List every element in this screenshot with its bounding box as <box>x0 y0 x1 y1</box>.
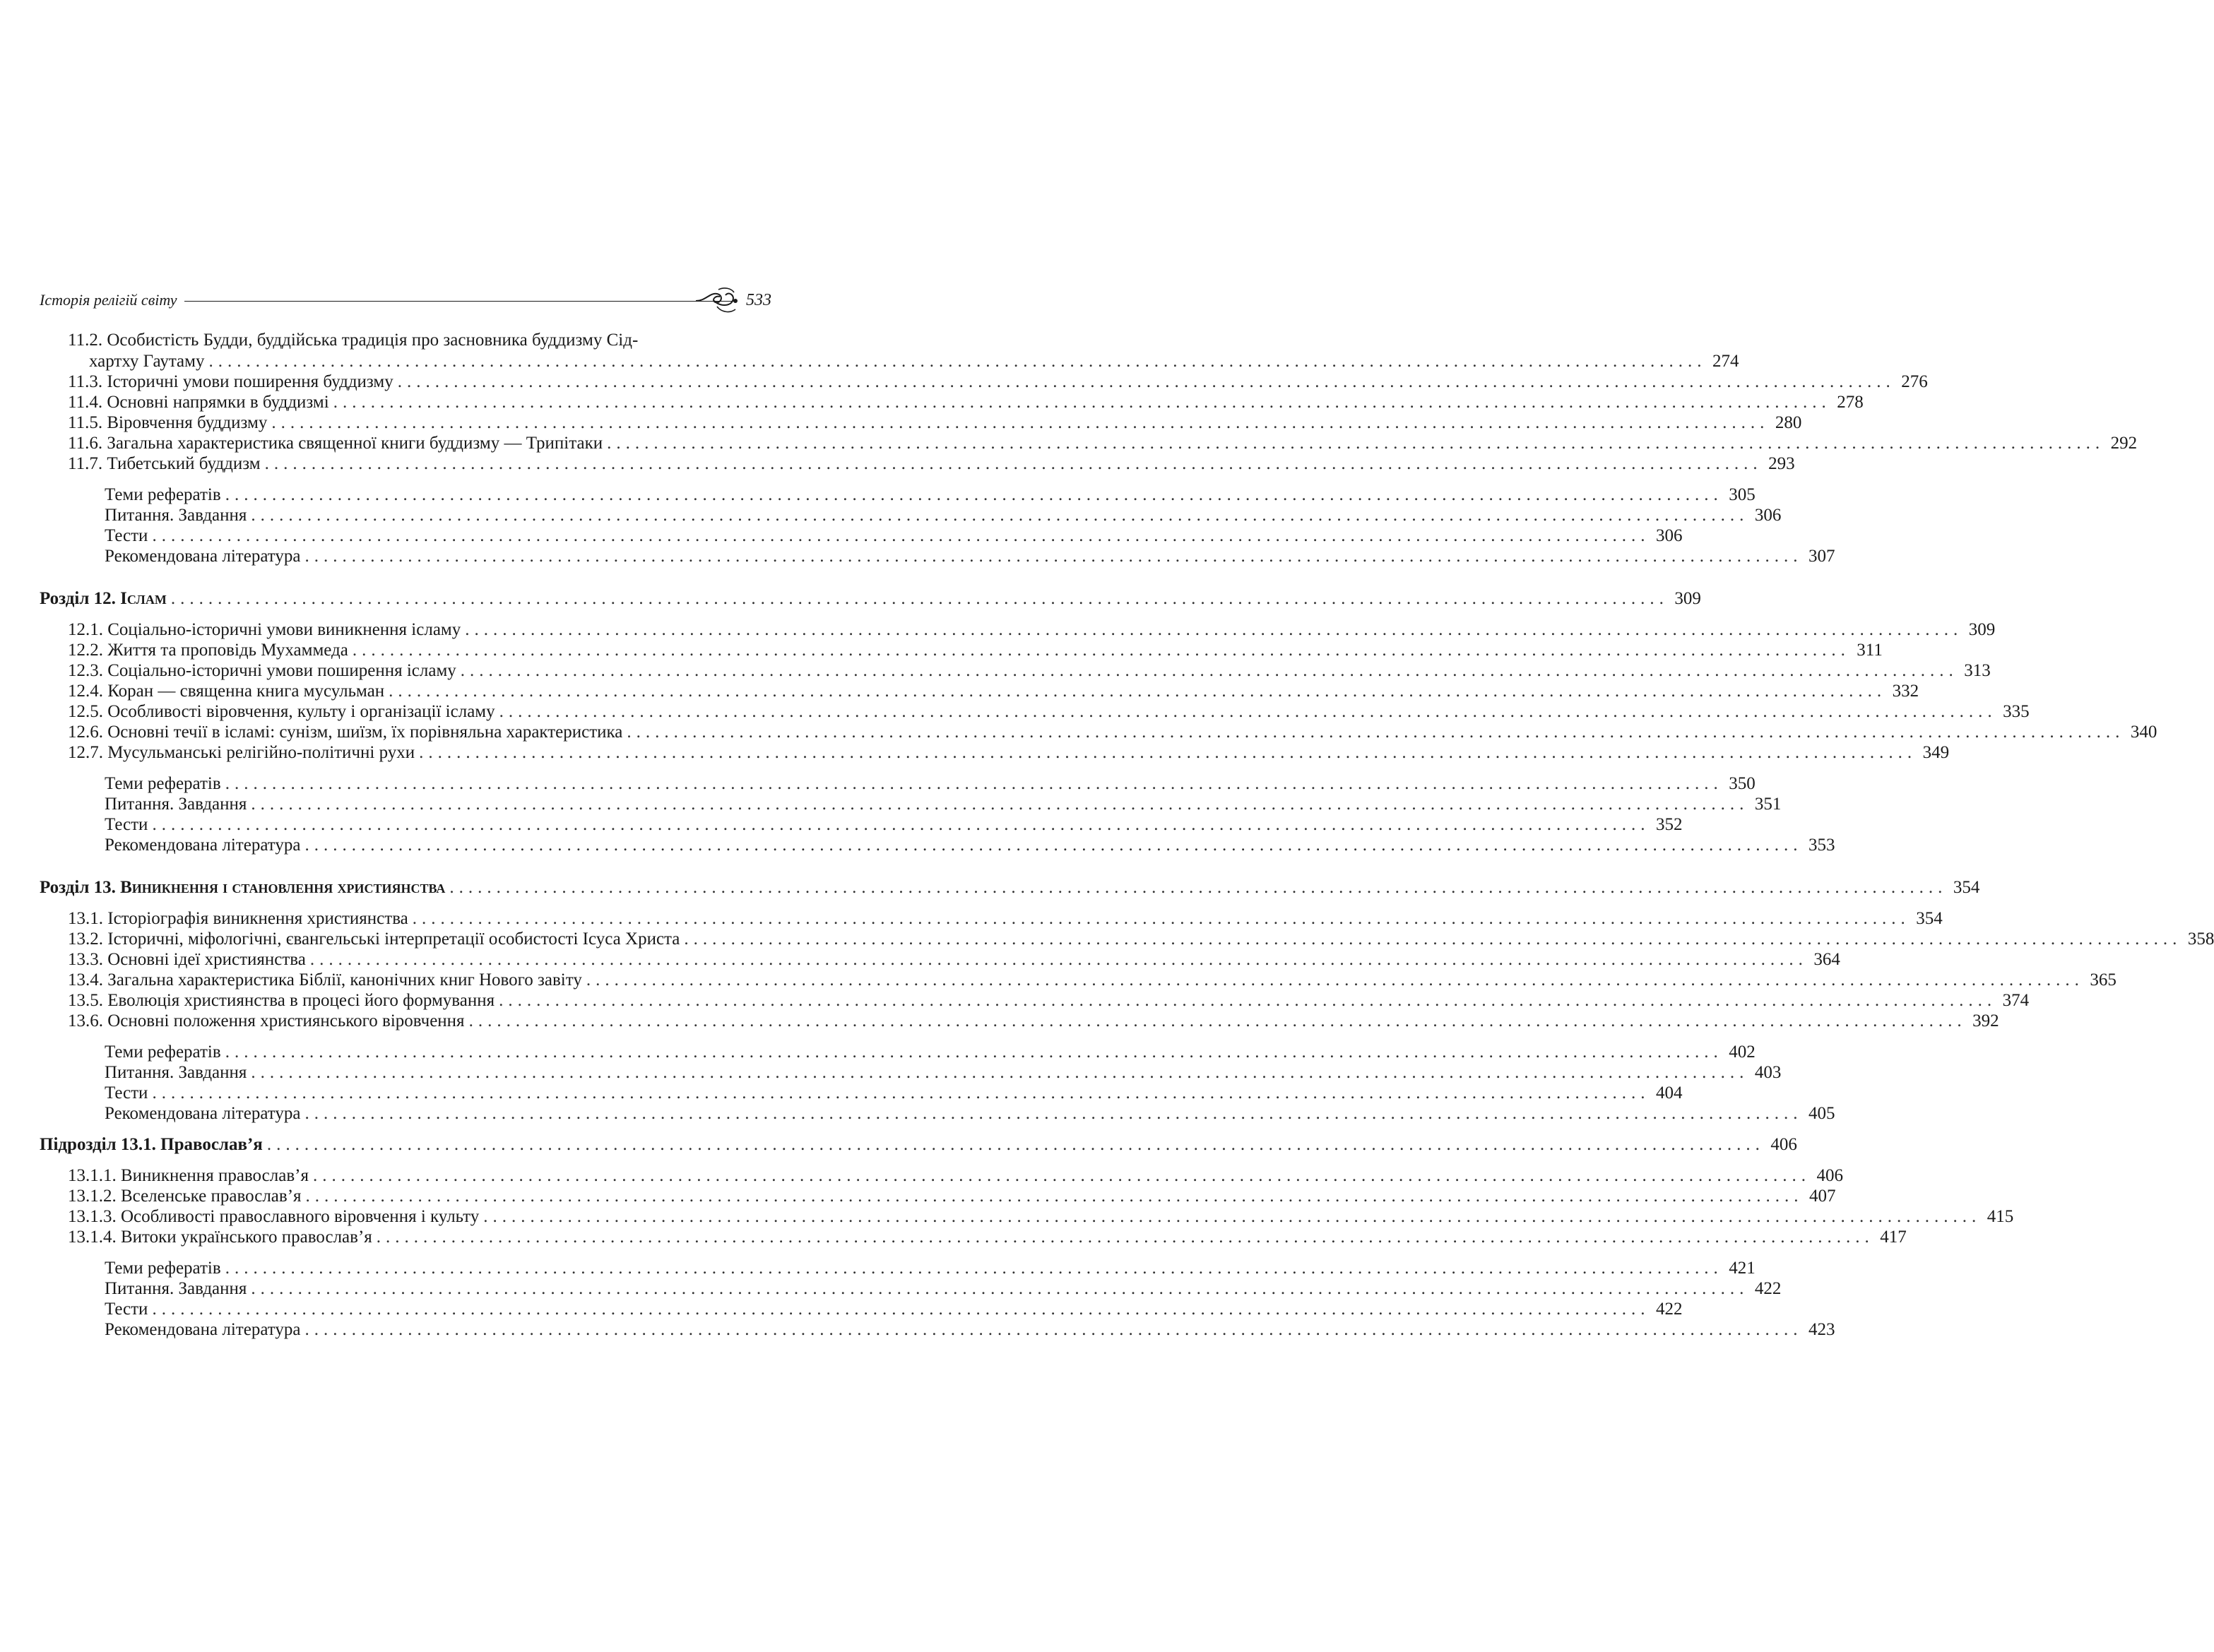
toc-entry-title: Теми рефератів <box>105 485 221 504</box>
dot-leader: ................................................................................................................................................................ <box>152 1083 1650 1103</box>
toc-entry-title: 12.7. Мусульманські релігійно-політичні рухи <box>68 743 415 762</box>
toc-extra-entry <box>105 1299 1683 1320</box>
toc-entry-page: 423 <box>1808 1320 1835 1339</box>
dot-leader: ................................................................................................................................................................ <box>305 1187 1804 1206</box>
dot-leader: ................................................................................................................................................................ <box>352 641 1850 660</box>
toc-entry-page: 354 <box>1953 878 1980 897</box>
toc-entry <box>68 1186 1836 1207</box>
toc-extra-entry <box>105 794 1782 815</box>
toc-entry <box>68 990 2030 1011</box>
toc-entry <box>68 908 1943 929</box>
dot-leader: ................................................................................................................................................................ <box>376 1228 1874 1247</box>
chapter-name: Іслам <box>120 589 167 608</box>
toc-entry-title: 13.2. Історичні, міфологічні, євангельські інтерпретації особистості Ісуса Христа <box>68 929 680 949</box>
toc-entry-page: 407 <box>1809 1187 1836 1206</box>
dot-leader: ................................................................................................................................................................ <box>152 1300 1650 1319</box>
dot-leader: ................................................................................................................................................................ <box>499 702 1997 721</box>
toc-entry <box>68 372 1928 393</box>
toc-entry-page: 354 <box>1916 909 1943 928</box>
toc-entry-page: 392 <box>1972 1011 1999 1030</box>
dot-leader: ................................................................................................................................................................ <box>304 836 1803 855</box>
toc-extra-entry <box>105 505 1782 526</box>
toc-entry <box>68 433 2138 454</box>
toc-entry-title: 13.6. Основні положення християнського віровчення <box>68 1011 465 1030</box>
toc-entry <box>68 640 1883 661</box>
dot-leader: ................................................................................................................................................................ <box>499 991 1997 1010</box>
chapter-name: Виникнення і становлення християнства <box>120 878 446 897</box>
toc-entry-page: 415 <box>1987 1207 2014 1226</box>
dot-leader: ................................................................................................................................................................ <box>225 774 1723 793</box>
toc-entry-page: 422 <box>1655 1300 1683 1319</box>
toc-entry-page: 332 <box>1892 682 1919 701</box>
toc-entry-title: 12.6. Основні течії в ісламі: сунізм, шиїзм, їх порівняльна характеристика <box>68 723 623 742</box>
toc-entry <box>68 412 1802 434</box>
dot-leader: ................................................................................................................................................................ <box>152 526 1650 545</box>
toc-entry-title: 13.5. Еволюція християнства в процесі його формування <box>68 991 495 1010</box>
toc-entry <box>68 1227 1907 1248</box>
toc-entry-page: 306 <box>1754 506 1782 525</box>
dot-leader: ................................................................................................................................................................ <box>208 352 1707 371</box>
dot-leader: ................................................................................................................................................................ <box>170 589 1669 608</box>
toc-entry <box>68 453 1795 475</box>
chapter-prefix: Розділ 12. <box>40 589 121 608</box>
chapter-prefix: Розділ 13. <box>40 878 121 897</box>
toc-entry-title: хартху Гаутаму <box>89 352 205 371</box>
toc-entry-title: 13.1. Історіографія виникнення християнства <box>68 909 408 928</box>
toc-entry-page: 276 <box>1901 372 1928 391</box>
toc-entry-page: 421 <box>1729 1259 1756 1278</box>
toc-entry-title: Тести <box>105 526 148 545</box>
toc-entry-title: Питання. Завдання <box>105 506 247 525</box>
toc-entry <box>68 619 1996 641</box>
dot-leader: ................................................................................................................................................................ <box>412 909 1910 928</box>
dot-leader: ................................................................................................................................................................ <box>465 620 1963 639</box>
toc-entry-page: 335 <box>2003 702 2030 721</box>
toc-entry-page: 351 <box>1754 795 1782 814</box>
toc-entry-title: Питання. Завдання <box>105 1063 247 1082</box>
dot-leader: ................................................................................................................................................................ <box>304 547 1803 566</box>
toc-entry-page: 307 <box>1808 547 1835 566</box>
toc-entry-page: 405 <box>1808 1104 1835 1123</box>
subchapter-title: Підрозділ 13.1. Православ’я <box>40 1135 263 1154</box>
toc-entry-page: 358 <box>2187 929 2214 949</box>
toc-entry-page: 374 <box>2002 991 2030 1010</box>
toc-entry-page: 309 <box>1674 589 1701 608</box>
toc-entry <box>68 701 2030 723</box>
header-rule <box>184 301 735 302</box>
toc-entry-page: 311 <box>1857 641 1883 660</box>
toc-entry-title: 12.3. Соціально-історичні умови поширення ісламу <box>68 661 456 680</box>
toc-extra-entry <box>105 485 1756 506</box>
chapter-title <box>40 877 445 898</box>
flourish-ornament-icon <box>693 285 742 316</box>
dot-leader: ................................................................................................................................................................ <box>483 1207 1982 1226</box>
toc-entry-title: 12.4. Коран — священна книга мусульман <box>68 682 385 701</box>
dot-leader: ................................................................................................................................................................ <box>684 929 2182 949</box>
toc-entry-page: 313 <box>1964 661 1991 680</box>
dot-leader: ................................................................................................................................................................ <box>460 661 1958 680</box>
dot-leader: ................................................................................................................................................................ <box>266 1135 1765 1154</box>
toc-entry <box>68 929 2214 950</box>
toc-entry <box>68 970 2117 991</box>
toc-entry <box>68 1206 2014 1228</box>
dot-leader: ................................................................................................................................................................ <box>309 950 1808 969</box>
toc-chapter-heading <box>40 877 1980 898</box>
toc-entry-page: 364 <box>1813 950 1840 969</box>
toc-entry-page: 292 <box>2110 434 2138 453</box>
toc-entry-page: 403 <box>1754 1063 1782 1082</box>
dot-leader: ................................................................................................................................................................ <box>304 1104 1803 1123</box>
toc-entry-page: 417 <box>1880 1228 1907 1247</box>
toc-entry-title: Тести <box>105 1300 148 1319</box>
toc-entry-page: 350 <box>1729 774 1756 793</box>
toc-entry-title: 11.3. Історичні умови поширення буддизму <box>68 372 393 391</box>
dot-leader: ................................................................................................................................................................ <box>419 743 1917 762</box>
toc-entry-page: 280 <box>1775 413 1802 432</box>
toc-entry-page: 352 <box>1655 815 1683 834</box>
toc-entry <box>68 742 1950 763</box>
dot-leader: ................................................................................................................................................................ <box>397 372 1895 391</box>
toc-extra-entry <box>105 1278 1782 1300</box>
dot-leader: ................................................................................................................................................................ <box>152 815 1650 834</box>
dot-leader: ................................................................................................................................................................ <box>225 1259 1723 1278</box>
toc-entry <box>68 660 1991 682</box>
toc-entry-page: 365 <box>2090 970 2117 990</box>
toc-entry-title: 13.4. Загальна характеристика Біблії, канонічних книг Нового завіту <box>68 970 582 990</box>
dot-leader: ................................................................................................................................................................ <box>627 723 2125 742</box>
toc-entry-page: 402 <box>1729 1042 1756 1062</box>
dot-leader: ................................................................................................................................................................ <box>251 1279 1749 1298</box>
toc-entry-title: 11.6. Загальна характеристика священної книги буддизму — Трипітаки <box>68 434 603 453</box>
toc-entry-title: 12.2. Життя та проповідь Мухаммеда <box>68 641 348 660</box>
toc-extra-entry <box>105 773 1756 795</box>
toc-entry <box>68 949 1840 970</box>
dot-leader: ................................................................................................................................................................ <box>389 682 1887 701</box>
page-number: 533 <box>746 291 771 309</box>
toc-entry-page: 278 <box>1837 393 1864 412</box>
toc-chapter-heading <box>40 588 1701 610</box>
dot-leader: ................................................................................................................................................................ <box>225 1042 1723 1062</box>
toc-extra-entry <box>105 546 1835 567</box>
page-header <box>40 288 771 316</box>
toc-entry <box>68 1165 1843 1187</box>
toc-extra-entry <box>105 1042 1756 1063</box>
toc-extra-entry <box>105 525 1683 547</box>
toc-entry-title: Рекомендована література <box>105 547 301 566</box>
toc-extra-entry <box>105 1103 1835 1124</box>
toc-entry-title: 13.1.3. Особливості православного віровчення і культу <box>68 1207 480 1226</box>
dot-leader: ................................................................................................................................................................ <box>304 1320 1803 1339</box>
toc-extra-entry <box>105 814 1683 836</box>
toc-entry-page: 306 <box>1655 526 1683 545</box>
toc-entry-title: Рекомендована література <box>105 836 301 855</box>
toc-entry <box>68 681 1919 702</box>
toc-entry-title: 11.7. Тибетський буддизм <box>68 454 261 473</box>
toc-entry <box>68 722 2157 743</box>
toc-entry-page: 340 <box>2130 723 2157 742</box>
toc-entry-title: 13.3. Основні ідеї християнства <box>68 950 306 969</box>
toc-entry-page: 274 <box>1712 352 1739 371</box>
toc-entry-title: 12.5. Особливості віровчення, культу і організації ісламу <box>68 702 495 721</box>
toc-entry-page: 293 <box>1768 454 1795 473</box>
toc-entry <box>68 392 1864 413</box>
toc-entry-title: 11.5. Віровчення буддизму <box>68 413 268 432</box>
toc-entry-page: 309 <box>1968 620 1996 639</box>
chapter-title <box>40 588 167 610</box>
toc-entry <box>68 1011 1999 1032</box>
dot-leader: ................................................................................................................................................................ <box>251 506 1749 525</box>
toc-entry-page: 422 <box>1754 1279 1782 1298</box>
dot-leader: ................................................................................................................................................................ <box>271 413 1770 432</box>
toc-entry-title: Теми рефератів <box>105 1042 221 1062</box>
dot-leader: ................................................................................................................................................................ <box>333 393 1831 412</box>
toc-extra-entry <box>105 1062 1782 1083</box>
toc-entry-title: 11.4. Основні напрямки в буддизмі <box>68 393 329 412</box>
toc-entry-title: Рекомендована література <box>105 1320 301 1339</box>
toc-entry-title: 13.1.1. Виникнення православ’я <box>68 1166 309 1185</box>
toc-subchapter-heading <box>40 1134 1797 1155</box>
toc-entry-title: 13.1.2. Вселенське православ’я <box>68 1187 302 1206</box>
toc-entry-first-line: 11.2. Особистість Будди, буддійська традиція про засновника буддизму Сід- <box>68 331 639 350</box>
toc-entry-title: Питання. Завдання <box>105 1279 247 1298</box>
toc-entry-title: Рекомендована література <box>105 1104 301 1123</box>
dot-leader: ................................................................................................................................................................ <box>251 795 1749 814</box>
toc-entry-page: 349 <box>1922 743 1950 762</box>
toc-entry-page: 353 <box>1808 836 1835 855</box>
toc-entry-title: 12.1. Соціально-історичні умови виникнення ісламу <box>68 620 461 639</box>
dot-leader: ................................................................................................................................................................ <box>468 1011 1967 1030</box>
dot-leader: ................................................................................................................................................................ <box>312 1166 1811 1185</box>
toc-extra-entry <box>105 1319 1835 1341</box>
toc-entry-title: Теми рефератів <box>105 774 221 793</box>
toc-entry <box>89 351 1739 372</box>
running-title: Історія релігій світу <box>40 291 177 309</box>
toc-extra-entry <box>105 1083 1683 1104</box>
toc-entry-page: 406 <box>1816 1166 1843 1185</box>
toc-entry-title: Тести <box>105 815 148 834</box>
toc-entry-title: Теми рефератів <box>105 1259 221 1278</box>
dot-leader: ................................................................................................................................................................ <box>449 878 1948 897</box>
dot-leader: ................................................................................................................................................................ <box>264 454 1763 473</box>
dot-leader: ................................................................................................................................................................ <box>586 970 2084 990</box>
toc-entry-page: 404 <box>1655 1083 1683 1103</box>
dot-leader: ................................................................................................................................................................ <box>607 434 2105 453</box>
dot-leader: ................................................................................................................................................................ <box>225 485 1723 504</box>
toc-extra-entry <box>105 1258 1756 1279</box>
toc-entry-page: 305 <box>1729 485 1756 504</box>
toc-entry-title: Тести <box>105 1083 148 1103</box>
toc-entry-title: 13.1.4. Витоки українського православ’я <box>68 1228 372 1247</box>
toc-extra-entry <box>105 835 1835 856</box>
toc-entry-page: 406 <box>1770 1135 1797 1154</box>
dot-leader: ................................................................................................................................................................ <box>251 1063 1749 1082</box>
toc-entry-title: Питання. Завдання <box>105 795 247 814</box>
